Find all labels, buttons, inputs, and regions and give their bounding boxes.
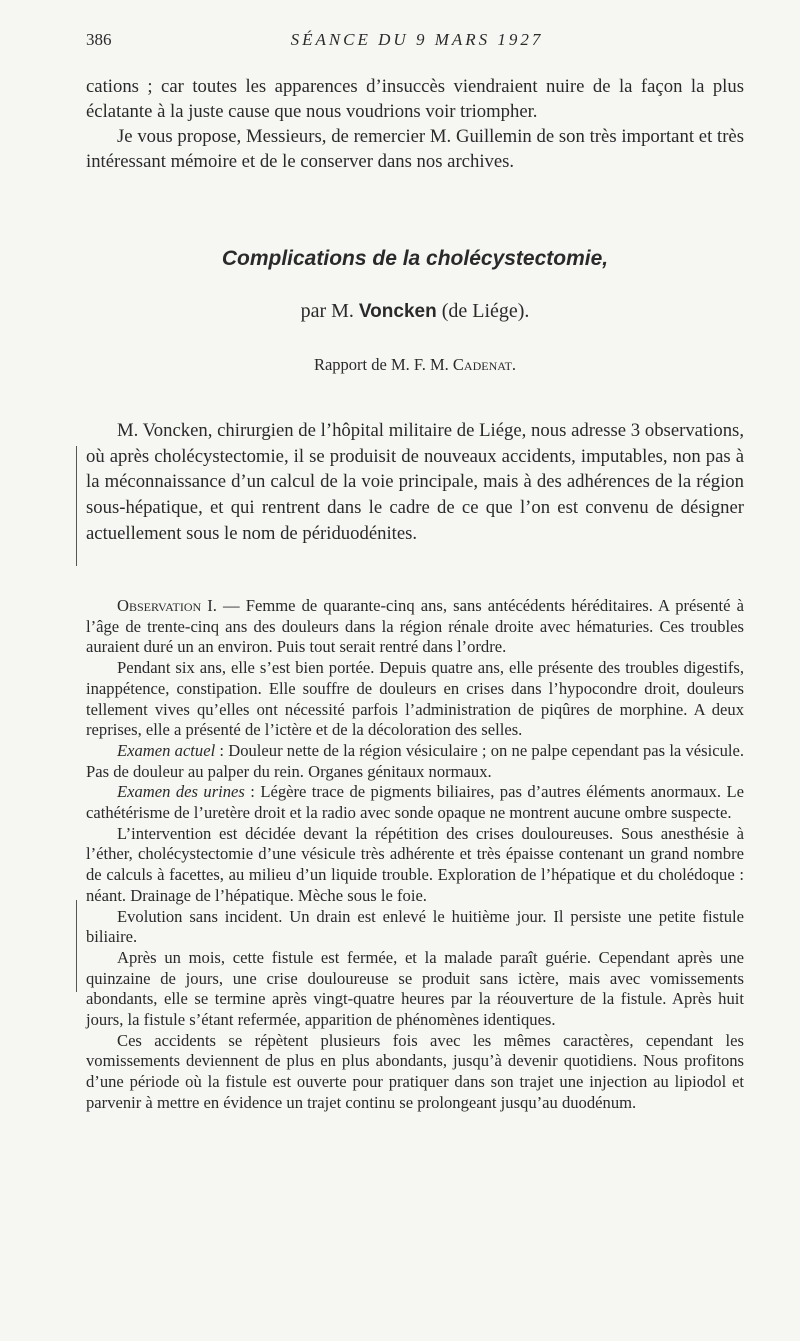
observation-paragraph-6: Evolution sans incident. Un drain est enlevé le huitième jour. Il persiste une petite fistule biliaire. — [86, 906, 744, 947]
author-name: Voncken — [358, 301, 437, 322]
observation-paragraph-2: Pendant six ans, elle s’est bien portée. Depuis quatre ans, elle présente des troubles digestifs, inappétence, constipation. Elle souffre de douleurs en crises dans l’hypocondre droit, douleurs tellement vives qu’elles ont nécessité parfois l’administration de piqûres de morphine. A deux reprises, elle a présenté de l’ictère et de la décoloration des selles. — [86, 658, 744, 740]
report-line — [86, 355, 744, 375]
exam-current-label: Examen actuel — [117, 740, 216, 760]
observation-paragraph-4 — [86, 782, 744, 823]
byline-suffix: (de Liége). — [441, 300, 530, 322]
report-prefix: Rapport de M. F. M. — [313, 355, 449, 374]
observation-label: Observation I. — [117, 596, 217, 615]
margin-bracket-mark — [76, 900, 77, 992]
running-title: SÉANCE DU 9 MARS 1927 — [290, 30, 544, 49]
exam-urine-label: Examen des urines — [117, 782, 245, 802]
article-title: Complications de la cholécystectomie, — [221, 247, 609, 270]
observation-paragraph-1 — [86, 596, 744, 658]
observation-text-1: — Femme de quarante-cinq ans, sans antécédents héréditaires. A présenté à l’âge de trente-cinq ans des douleurs dans la région rénale droite avec hématuries. Ces troubles auraient duré un an environ. Puis tout serait rentré dans l’ordre. — [86, 596, 744, 657]
observation-paragraph-8: Ces accidents se répètent plusieurs fois avec les mêmes caractères, cependant les vomissements deviennent de plus en plus abondants, jusqu’à devenir quotidiens. Nous profitons d’une période où la fistule est ouverte pour pratiquer dans son trajet une injection au lipiodol et parvenir à mettre en évidence un trajet continu se prolongeant jusqu’au duodénum. — [86, 1030, 744, 1112]
margin-bracket-mark — [76, 446, 77, 566]
observation-block — [86, 596, 744, 1114]
observation-paragraph-7: Après un mois, cette fistule est fermée, et la malade paraît guérie. Cependant après une quinzaine de jours, une crise douloureuse se produit sans ictère, mais avec vomissements abondants, elle se termine après vingt-quatre heures par la réouverture de la fistule. Après huit jours, la fistule s’étant refermée, apparition de phénomènes identiques. — [86, 947, 744, 1030]
observation-paragraph-5: L’intervention est décidée devant la répétition des crises douloureuses. Sous anesthésie à l’éther, cholécystectomie d’une vésicule très adhérente et très épaisse contenant un grand nombre de calculs à facettes, au milieu d’un liquide trouble. Exploration de l’hépatique et du cholédoque : néant. Drainage de l’hépatique. Mèche sous le foie. — [86, 823, 744, 905]
observation-paragraph-3 — [86, 741, 744, 782]
exam-current-text: : Douleur nette de la région vésiculaire ; on ne palpe cependant pas la vésicule. Pas de douleur au palper du rein. Organes génitaux normaux. — [86, 740, 745, 781]
intro-paragraph-2: Je vous propose, Messieurs, de remercier M. Guillemin de son très important et très intéressant mémoire et de le conserver dans nos archives. — [86, 126, 744, 172]
byline-prefix: par M. — [300, 300, 354, 322]
page-number: 386 — [86, 30, 112, 49]
summary-paragraph: M. Voncken, chirurgien de l’hôpital militaire de Liége, nous adresse 3 observations, où après cholécystectomie, il se produisit de nouveaux accidents, imputables, non pas à la méconnaissance d’un calcul de la voie principale, mais à des adhérences de la région sous-hépatique, et qui rentrent dans le cadre de ce que l’on est convenu de désigner actuellement sous le nom de périduodénites. — [86, 420, 744, 544]
exam-urine-text: : Légère trace de pigments biliaires, pas d’autres éléments anormaux. Le cathétérisme de l’uretère droit et la radio avec sonde opaque ne montrent aucune ombre suspecte. — [86, 782, 744, 823]
summary-block — [86, 418, 744, 547]
intro-paragraph-1: cations ; car toutes les apparences d’insuccès viendraient nuire de la façon la plus éclatante à la juste cause que nous voudrions voir triompher. — [86, 76, 744, 122]
reporter-name: Cadenat. — [452, 355, 517, 374]
running-head — [86, 30, 748, 52]
intro-block — [86, 74, 744, 174]
byline — [86, 300, 744, 323]
